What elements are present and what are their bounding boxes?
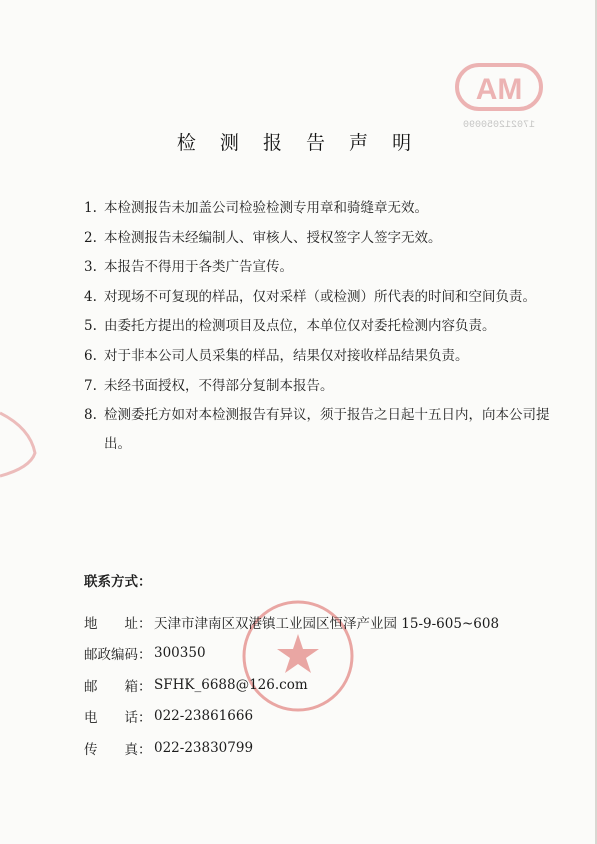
page-title: 检 测 报 告 声 明 [176,132,421,154]
contact-label: 邮 箱： [84,678,152,695]
list-item: 2. 本检测报告未经编制人、审核人、授权签字人签字无效。 [84,229,442,246]
contact-phone-row [84,701,499,733]
contact-postcode-row [84,638,499,670]
contact-value: 022-23830799 [154,739,254,756]
contact-value: SFHK_6688@126.com [154,676,308,693]
contact-value: 天津市津南区双港镇工业园区恒泽产业园 15-9-605~608 [154,615,500,632]
contact-fax-row [84,732,499,764]
contact-label: 电 话： [84,710,152,727]
contact-label: 地 址： [84,615,152,632]
contact-section [84,570,499,764]
contact-label: 传 真： [84,741,152,758]
list-item: 3. 本报告不得用于各类广告宣传。 [84,259,293,276]
statement-list [84,199,554,471]
partial-seal-stamp [0,408,40,478]
contact-address-row [84,606,499,638]
contact-email-row [84,669,499,701]
contact-label: 邮政编码： [84,647,152,664]
list-item: 8. 检测委托方如对本检测报告有异议，须于报告之日起十五日内，向本公司提出。 [84,407,550,453]
list-item: 5. 由委托方提出的检测项目及点位，本单位仅对委托检测内容负责。 [84,318,496,335]
cma-seal-stamp [445,55,555,135]
contact-heading: 联系方式： [84,574,152,590]
svg-text:MA: MA [475,73,523,106]
list-item: 6. 对于非本公司人员采集的样品，结果仅对接收样品结果负责。 [84,347,469,364]
list-item: 1. 本检测报告未加盖公司检验检测专用章和骑缝章无效。 [84,200,428,216]
contact-value: 300350 [154,645,206,662]
svg-text:170212050090: 170212050090 [462,120,536,131]
contact-value: 022-23861666 [154,708,254,725]
list-item: 4. 对现场不可复现的样品，仅对采样（或检测）所代表的时间和空间负责。 [84,288,536,305]
list-item: 7. 未经书面授权，不得部分复制本报告。 [84,377,334,394]
